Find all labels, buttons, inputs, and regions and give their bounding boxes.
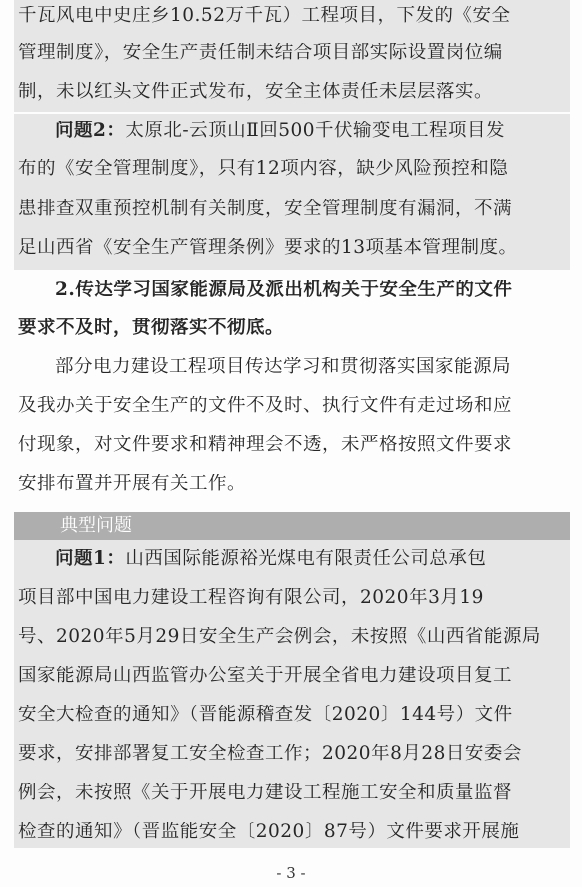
text-line: 要求，安排部署复工安全检查工作；2020年8月28日安委会: [18, 744, 522, 764]
text-line: 患排查双重预控机制有关制度，安全管理制度有漏洞，不满: [18, 199, 513, 219]
text-line: 安全大检查的通知》（晋能源稽查发〔2020〕144号）文件: [18, 705, 513, 725]
section-heading: 要求不及时，贯彻落实不彻底。: [18, 318, 285, 338]
page-number: - 3 -: [276, 864, 306, 882]
text-line: 山西国际能源裕光煤电有限责任公司总承包: [125, 549, 487, 569]
paragraph-line: 部分电力建设工程项目传达学习和贯彻落实国家能源局: [55, 357, 512, 377]
typical-problems-header: [14, 512, 570, 540]
text-line: 例会，未按照《关于开展电力建设工程施工安全和质量监督: [18, 783, 513, 803]
text-line: 太原北-云顶山Ⅱ回500千伏输变电工程项目发: [125, 121, 506, 141]
paragraph-line: 付现象，对文件要求和精神理会不透，未严格按照文件要求: [18, 435, 513, 455]
problem-2-line: [55, 121, 566, 141]
text-line: 号、2020年5月29日安全生产会例会，未按照《山西省能源局: [18, 627, 541, 647]
section-heading: 2.传达学习国家能源局及派出机构关于安全生产的文件: [55, 280, 513, 300]
text-line: 检查的通知》（晋监能安全〔2020〕87号）文件要求开展施: [18, 822, 520, 842]
problem-label: 问题1：: [55, 549, 126, 569]
problem-1-line: [55, 549, 566, 569]
text-line: 项目部中国电力建设工程咨询有限公司，2020年3月19: [18, 588, 484, 608]
text-line: 布的《安全管理制度》，只有12项内容，缺少风险预控和隐: [18, 159, 509, 179]
text-line: 足山西省《安全生产管理条例》要求的13项基本管理制度。: [18, 238, 518, 258]
text-line: 千瓦风电中史庄乡10.52万千瓦）工程项目，下发的《安全: [18, 6, 511, 26]
text-line: 制，未以红头文件正式发布，安全主体责任未层层落实。: [18, 82, 494, 102]
section-title: 典型问题: [60, 515, 132, 536]
text-line: 国家能源局山西监管办公室关于开展全省电力建设项目复工: [18, 666, 513, 686]
paragraph-line: 及我办关于安全生产的文件不及时、执行文件有走过场和应: [18, 396, 513, 416]
problem-label: 问题2：: [55, 121, 126, 141]
paragraph-line: 安排布置并开展有关工作。: [18, 474, 247, 494]
text-line: 管理制度》，安全生产责任制未结合项目部实际设置岗位编: [18, 43, 503, 63]
